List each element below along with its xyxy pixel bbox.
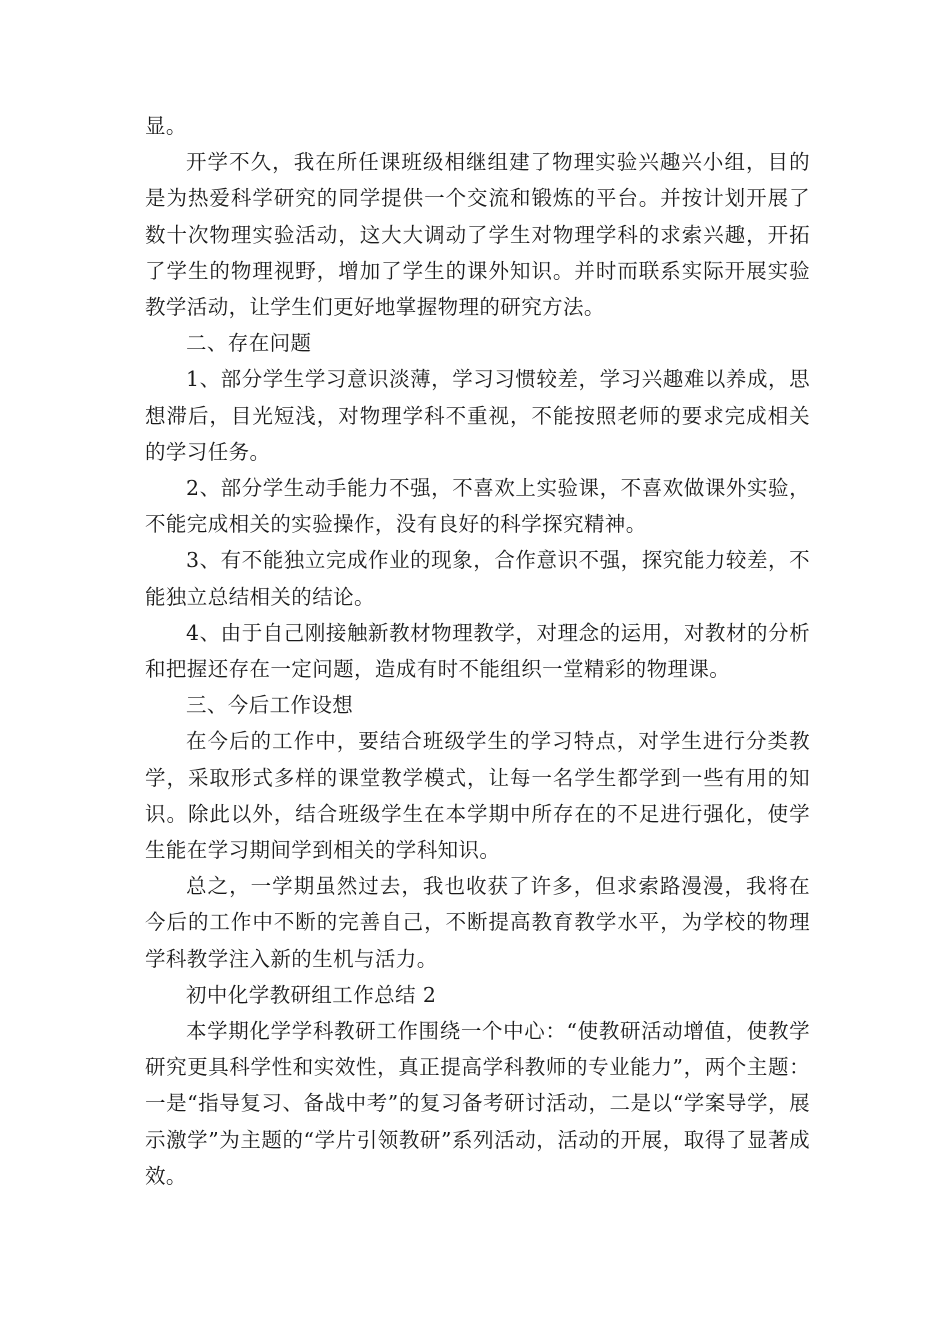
problem-item-1: 1、部分学生学习意识淡薄，学习习惯较差，学习兴趣难以养成，思想滞后，目光短浅，对物理学科不重视，不能按照老师的要求完成相关的学习任务。 xyxy=(145,367,810,464)
problem-item-3: 3、有不能独立完成作业的现象，合作意识不强，探究能力较差，不能独立总结相关的结论。 xyxy=(145,548,810,609)
document-title-summary-2: 初中化学教研组工作总结 2 xyxy=(186,982,437,1007)
paragraph-conclusion: 总之，一学期虽然过去，我也收获了许多，但求索路漫漫，我将在今后的工作中不断的完善自己，不断提高教育教学水平，为学校的物理学科教学注入新的生机与活力。 xyxy=(145,874,810,971)
paragraph-chemistry-summary: 本学期化学学科教研工作围绕一个中心：“使教研活动增值，使教学研究更具科学性和实效性，真正提高学科教师的专业能力”，两个主题：一是“指导复习、备战中考”的复习备考研讨活动，二是以“学案导学，展示激学”为主题的“学片引领教研”系列活动，活动的开展，取得了显著成效。 xyxy=(145,1019,810,1188)
document-body xyxy=(145,108,810,1194)
paragraph-interest-group: 开学不久，我在所任课班级相继组建了物理实验兴趣兴小组，目的是为热爱科学研究的同学提供一个交流和锻炼的平台。并按计划开展了数十次物理实验活动，这大大调动了学生对物理学科的求索兴趣，开拓了学生的物理视野，增加了学生的课外知识。并时而联系实际开展实验教学活动，让学生们更好地掌握物理的研究方法。 xyxy=(145,150,810,320)
paragraph-future-work: 在今后的工作中，要结合班级学生的学习特点，对学生进行分类教学，采取形式多样的课堂教学模式，让每一名学生都学到一些有用的知识。除此以外，结合班级学生在本学期中所存在的不足进行强化，使学生能在学习期间学到相关的学科知识。 xyxy=(145,729,810,863)
section-heading-future-plans: 三、今后工作设想 xyxy=(186,693,354,718)
paragraph-continuation: 显。 xyxy=(145,114,187,138)
section-heading-problems: 二、存在问题 xyxy=(186,331,312,356)
problem-item-4: 4、由于自己刚接触新教材物理教学，对理念的运用，对教材的分析和把握还存在一定问题，造成有时不能组织一堂精彩的物理课。 xyxy=(145,620,810,682)
problem-item-2: 2、部分学生动手能力不强，不喜欢上实验课，不喜欢做课外实验，不能完成相关的实验操作，没有良好的科学探究精神。 xyxy=(145,476,810,537)
